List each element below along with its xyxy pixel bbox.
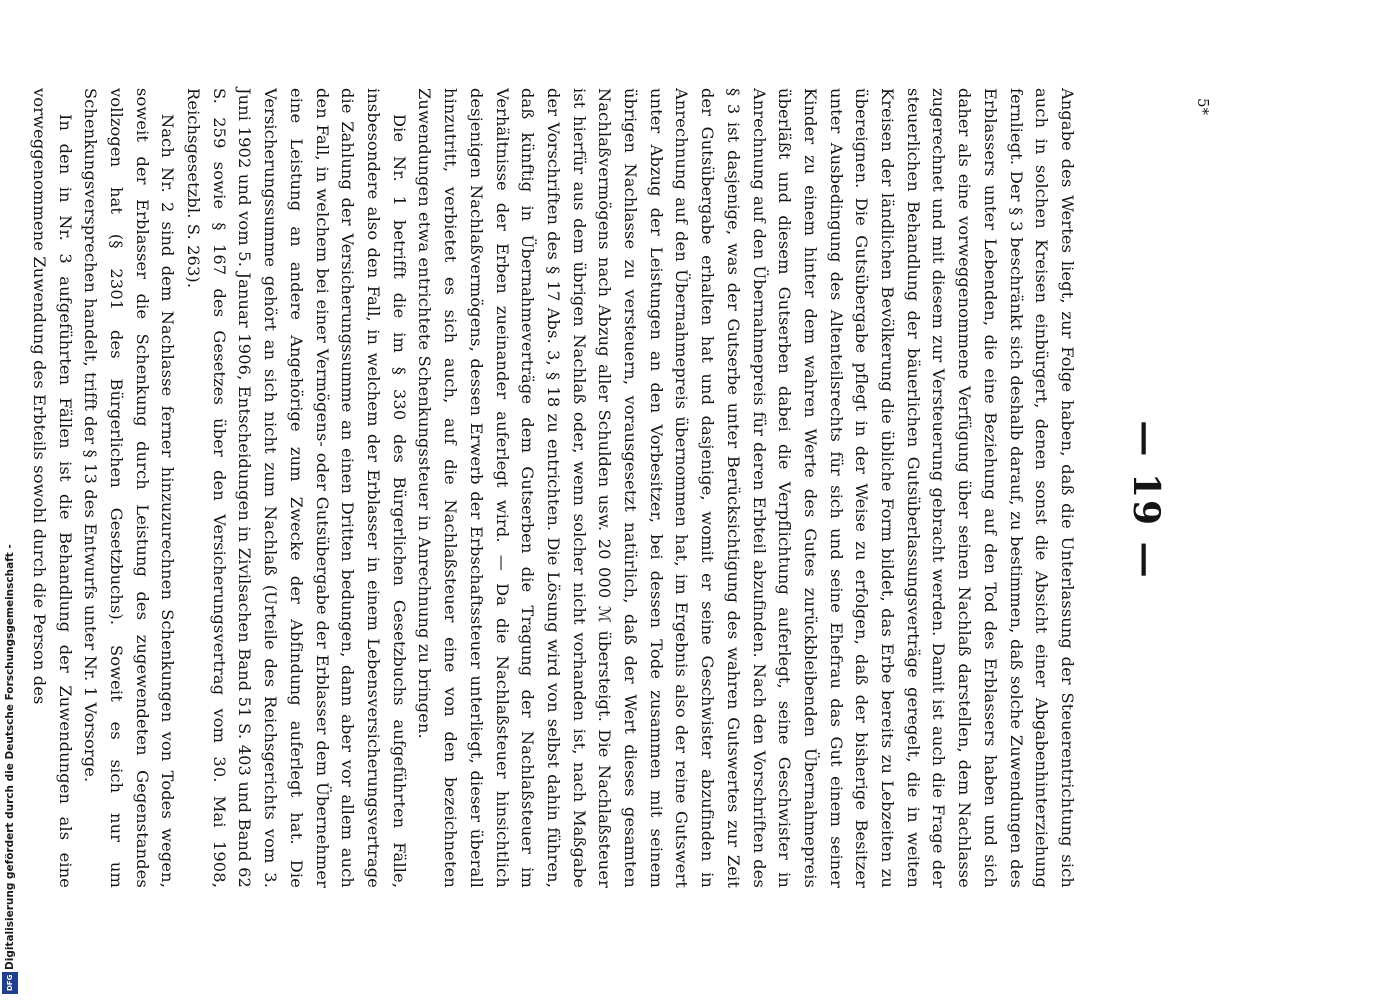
digitization-credit: Digitalisierung gefördert durch die Deutsche Forschungsgemeinschaft - xyxy=(4,544,16,970)
paragraph-4: In den in Nr. 3 aufgeführten Fällen ist die Behandlung der Zuwendungen als eine vorweggenommene Zuwendung des Erbteils sowohl durch die Person des xyxy=(29,88,75,888)
paragraph-1: Angabe des Wertes liegt, zur Folge haben, daß die Unterlassung der Steuerentrichtung sich auch in solchen Kreisen einbürgert, denen sonst die Absicht einer Abgabenhinterziehung fernliegt. Der § 3 beschränkt sich deshalb darauf, zu bestimmen, daß solche Zuwendungen des Erblassers unter Lebenden, die eine Beziehung auf den Tod des Erblassers haben und sich daher als eine vorweggenommene Verfügung über seinen Nachlaß darstellen, dem Nachlasse zugerechnet und mit diesem zur Versteuerung gebracht werden. Damit ist auch die Frage der steuerlichen Behandlung der bäuerlichen Gutsüberlassungsverträge geregelt, die in weiten Kreisen der ländlichen Bevölkerung die übliche Form bildet, das Erbe bereits zu Lebzeiten zu übereignen. Die Gutsübergabe pflegt in der Weise zu erfolgen, daß der bisherige Besitzer unter Ausbedingung des Altenteilsrechts für sich und seine Ehefrau das Gut einem seiner Kinder zu einem hinter dem wahren Werte des Gutes zurückbleibenden Übernahmepreis überläßt und diesem Gutserben dabei die Verpflichtung auferlegt, seine Geschwister in Anrechnung auf den Übernahmepreis für deren Erbteil abzufinden. Nach den Vorschriften des § 3 ist dasjenige, was der Gutserbe unter Berücksichtigung des wahren Gutswertes zur Zeit der Gutsübergabe erhalten hat und dasjenige, womit er seine Geschwister abzufinden in Anrechnung auf den Übernahmepreis übernommen hat, im Ergebnis also der reine Gutswert unter Abzug der Leistungen an den Vorbesitzer, bei dessen Tode zusammen mit seinem übrigen Nachlasse zu versteuern, vorausgesetzt natürlich, daß der Wert dieses gesamten Nachlaßvermögens nach Abzug aller Schulden usw. 20 000 ℳ übersteigt. Die Nachlaßsteuer ist hierfür aus dem übrigen Nachlaß oder, wenn solcher nicht vorhanden ist, nach Maßgabe der Vorschriften des § 17 Abs. 3, § 18 zu entrichten. Die Lösung wird von selbst dahin führen, daß künftig in Übernahmeverträge dem Gutserben die Tragung der Nachlaßsteuer im Verhältnisse der Erben zueinander auferlegt wird. — Da die Nachlaßsteuer hinsichtlich desjenigen Nachlaßvermögens, dessen Erwerb der Erbschaftssteuer unterliegt, dieser überall hinzutritt, verbietet es sich auch, auf die Nachlaßsteuer eine von den bezeichneten Zuwendungen etwa entrichtete Schenkungssteuer in Anrechnung zu bringen. xyxy=(415,88,1077,888)
dfg-logo: DFG xyxy=(2,972,18,994)
page-number: — 19 — xyxy=(1125,420,1167,580)
body-text xyxy=(29,88,1080,888)
signature-mark xyxy=(1182,88,1212,888)
signature-mark-text: 5* xyxy=(1194,98,1212,116)
paragraph-3: Nach Nr. 2 sind dem Nachlasse ferner hinzuzurechnen Schenkungen von Todes wegen, soweit der Erblasser die Schenkung durch Leistung des zugewendeten Gegenstandes vollzogen hat (§ 2301 des Bürgerlichen Gesetzbuchs). Soweit es sich nur um Schenkungsversprechen handelt, trifft der § 13 des Entwurfs unter Nr. 1 Vorsorge. xyxy=(81,88,178,888)
digitization-sidebar xyxy=(0,0,20,1000)
paragraph-2: Die Nr. 1 betrifft die im § 330 des Bürgerlichen Gesetzbuchs aufgeführten Fälle, insbesondere also den Fall, in welchem der Erblasser in einem Lebensversicherungsvertrage die Zahlung der Versicherungssumme an einen Dritten bedungen, dann aber vor allem auch den Fall, in welchem bei einer Vermögens- oder Gutsübergabe der Erblasser dem Übernehmer eine Leistung an andere Angehörige zum Zwecke der Abfindung auferlegt hat. Die Versicherungssumme gehört an sich nicht zum Nachlaß (Urteile des Reichsgerichts vom 3. Juni 1902 und vom 5. Januar 1906, Entscheidungen in Zivilsachen Band 51 S. 403 und Band 62 S. 259 sowie § 167 des Gesetzes über den Versicherungsvertrag vom 30. Mai 1908, Reichsgesetzbl. S. 263). xyxy=(184,88,409,888)
